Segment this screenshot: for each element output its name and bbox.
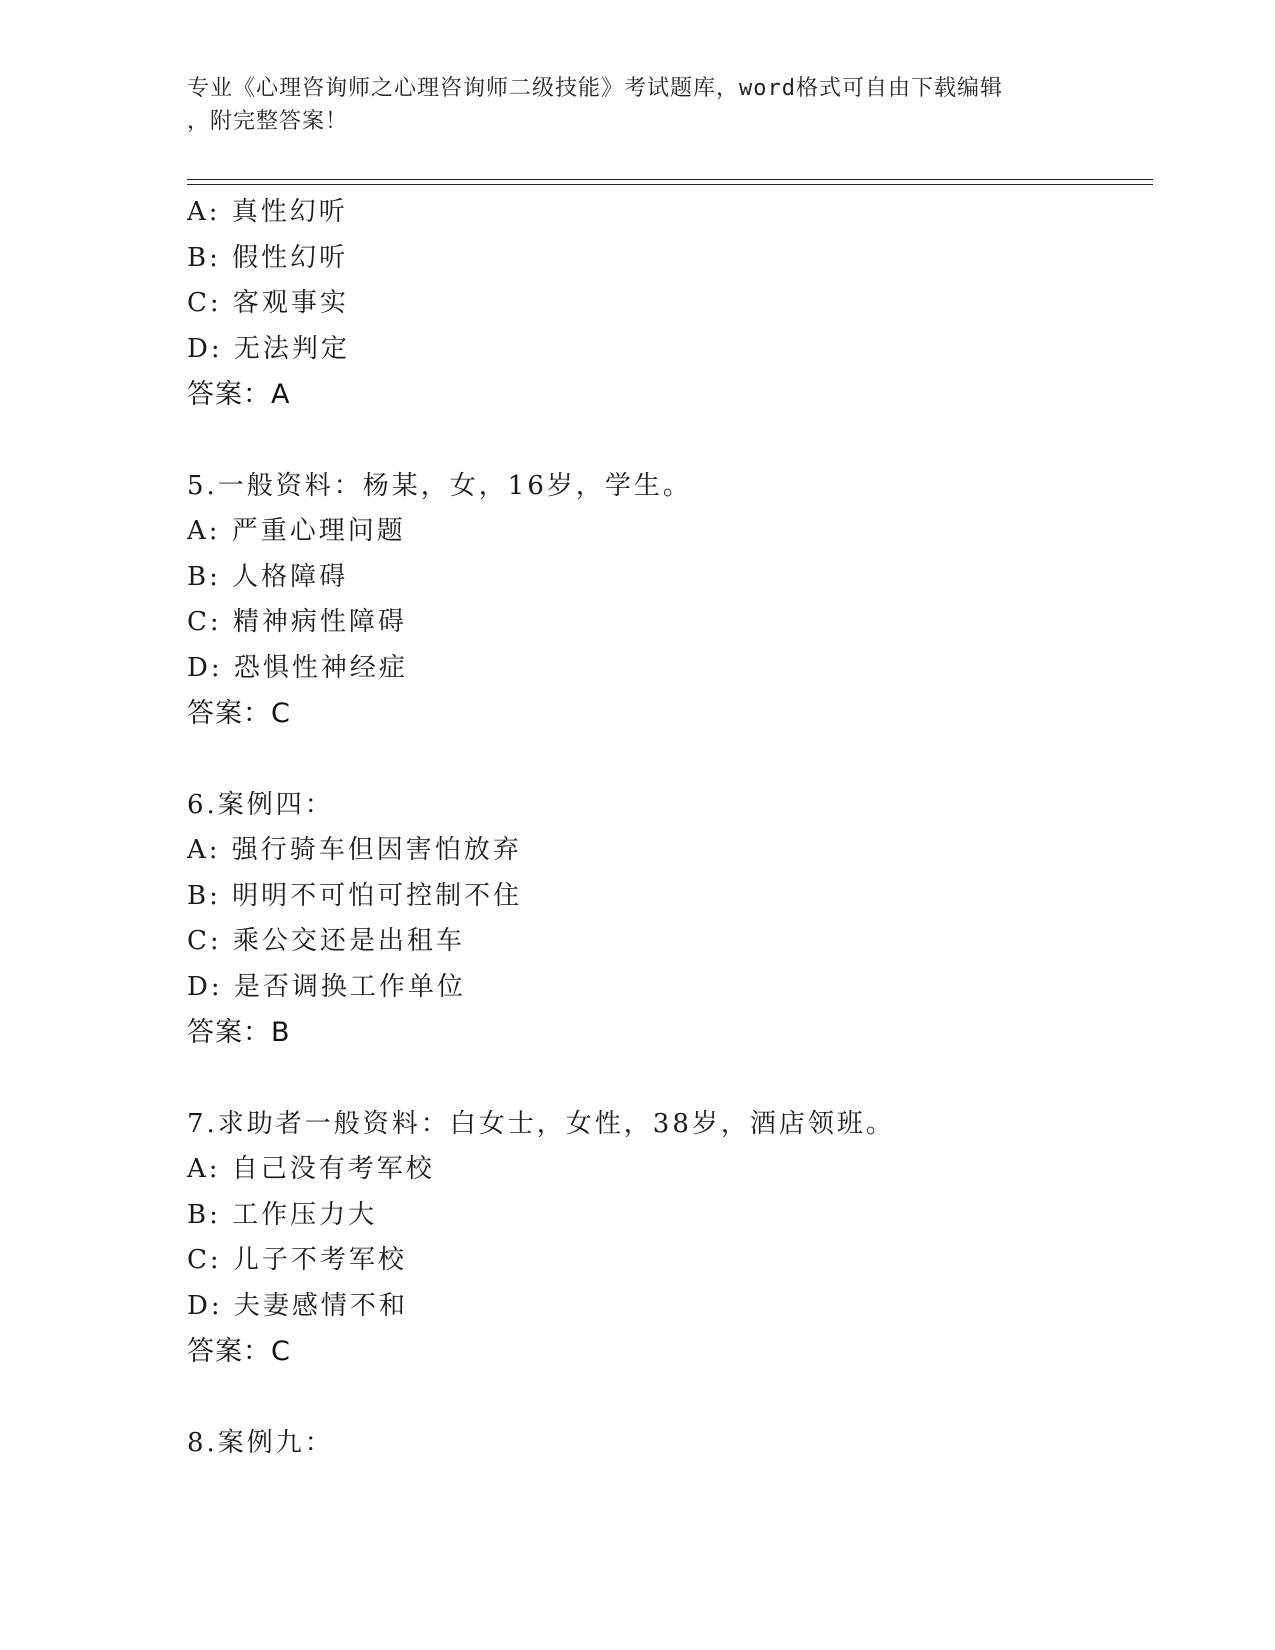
answer: 答案：A (187, 379, 291, 410)
option-c: C: 乘公交还是出租车 (187, 926, 465, 956)
answer: 答案：C (187, 698, 291, 729)
spacer (187, 1375, 1147, 1421)
header-line-1: 专业《心理咨询师之心理咨询师二级技能》考试题库，word格式可自由下载编辑 (187, 76, 1003, 101)
option-b: B: 人格障碍 (187, 561, 349, 592)
option-c: C: 精神病性障碍 (187, 607, 407, 637)
question-list (187, 190, 1147, 1466)
option-c: C: 儿子不考军校 (187, 1245, 407, 1275)
option-c: C: 客观事实 (187, 288, 349, 318)
document-header (187, 72, 1067, 138)
question-5 (187, 464, 1147, 737)
spacer (187, 737, 1147, 783)
option-a: A: 真性幻听 (187, 197, 348, 227)
option-d: D: 夫妻感情不和 (187, 1290, 408, 1321)
question-stem: 6.案例四： (187, 789, 334, 820)
question-7 (187, 1102, 1147, 1375)
option-d: D: 无法判定 (187, 333, 350, 364)
question-stem: 5.一般资料：杨某，女，16岁，学生。 (187, 470, 692, 501)
spacer (187, 418, 1147, 464)
option-a: A: 严重心理问题 (187, 516, 406, 546)
header-divider-bottom (187, 184, 1153, 185)
question-stem: 8.案例九： (187, 1427, 334, 1458)
option-a: A: 强行骑车但因害怕放弃 (187, 835, 522, 865)
answer: 答案：B (187, 1017, 291, 1048)
option-b: B: 假性幻听 (187, 242, 349, 273)
header-divider-top (187, 179, 1153, 180)
question-6 (187, 783, 1147, 1056)
question-carryover (187, 190, 1147, 418)
header-line-2: ，附完整答案！ (187, 109, 349, 134)
answer: 答案：C (187, 1336, 291, 1367)
spacer (187, 1056, 1147, 1102)
question-stem: 7.求助者一般资料：白女士，女性，38岁，酒店领班。 (187, 1108, 895, 1139)
option-d: D: 恐惧性神经症 (187, 652, 408, 683)
option-b: B: 明明不可怕可控制不住 (187, 880, 523, 911)
question-8 (187, 1421, 1147, 1467)
option-a: A: 自己没有考军校 (187, 1154, 435, 1184)
option-b: B: 工作压力大 (187, 1199, 378, 1230)
option-d: D: 是否调换工作单位 (187, 971, 466, 1002)
